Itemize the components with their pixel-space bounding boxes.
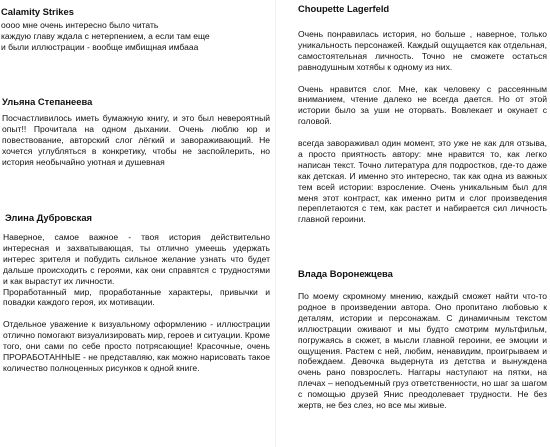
paragraph-gap bbox=[3, 308, 270, 319]
review-author: Ульяна Степанеева bbox=[2, 96, 93, 107]
review-card bbox=[276, 3, 550, 225]
review-text bbox=[0, 20, 274, 53]
review-card bbox=[0, 6, 274, 53]
review-paragraph: Очень понравилась история, но больше , наверное, только уникальность персонажей. Каждый ощущается как отдельная, самостоятельная личность. Точно не сможете остаться равнодушным хотябы к одному из них. bbox=[298, 29, 547, 72]
review-author: Элина Дубровская bbox=[5, 212, 93, 223]
review-author: Calamity Strikes bbox=[1, 6, 74, 17]
review-card bbox=[276, 268, 550, 411]
review-author: Choupette Lagerfeld bbox=[298, 3, 390, 14]
review-line: оооо мне очень интересно было читать bbox=[1, 20, 159, 30]
review-paragraph: Очень нравится слог. Мне, как человеку с рассеянным вниманием, чтение далеко не всегда дается. Но от этой истории было за уши не оторвать. Вовлекает и окунает с головой. bbox=[298, 83, 547, 127]
review-text bbox=[3, 232, 270, 374]
review-line: каждую главу ждала с нетерпением, а если там еще bbox=[1, 30, 210, 41]
review-text bbox=[298, 29, 547, 225]
paragraph-gap bbox=[298, 127, 547, 138]
review-author: Влада Воронежцева bbox=[298, 268, 393, 279]
review-paragraph: всегда завораживал один момент, это уже не как для отзыва, а просто приятность автору: мне нравится то, как легко написан текст. Точно литература для подростков, где-то даже как детская. И именно это интересно, так как одна из важных тем всей истории: взросление. Очень уникальным был для меня этот контраст, как именно ритм и слог произведения переплетаются с тем, как растет и набирается сил личность главной героини. bbox=[298, 138, 547, 225]
review-text: По моему скромному мнению, каждый сможет найти что-то родное в произведении автора. Оно пропитано любовью к деталям, истории и персонажам. С динамичным текстом иллюстрации оживают и мы будто смотрим мультфильм, погружаясь в сюжет, в мысли главной героини, ее эмоции и ощущения. Растем с ней, любим, ненавидим, проигрываем и побеждаем. Девочка выдернута из детства и вынуждена очень рано повзрослеть. Наггары наступают на пятки, на плечах – неподъемный груз ответственности, но шаг за шагом с помощью друзей Янис преодолевает трудности. Не без жертв, не без слез, но все мы живые. bbox=[298, 291, 547, 411]
review-paragraph: Проработанный мир, проработанные характеры, привычки и повадки каждого героя, их мотивации. bbox=[3, 286, 270, 308]
review-line: и были иллюстрации - вообще имбищная имбааа bbox=[1, 41, 199, 52]
review-paragraph: Отдельное уважение к визуальному оформлению - иллюстрации отлично помогают визуализировать мир, героев и ситуации. Кроме того, они сами по себе просто потрясающие! Красочные, очень ПРОРАБОТАННЫЕ - не представляю, как можно нарисовать такое количество полноценных рисунков к одной книге. bbox=[3, 319, 270, 373]
review-text: Посчастливилось иметь бумажную книгу, и это был невероятный опыт!! Прочитала на одном дыхании. Очень люблю юр и повествование, авторский слог лёгкий и завораживающий. Не хочется углубляться в конкретику, чтобы не заспойлерить, но история необычайно уютная и душевная bbox=[2, 113, 270, 167]
review-card bbox=[0, 212, 274, 374]
review-card bbox=[0, 96, 274, 168]
paragraph-gap bbox=[298, 73, 547, 84]
review-paragraph: Наверное, самое важное - твоя история действительно интересная и захватывающая, ты отлично умеешь удержать интерес зрителя и побудить сильное желание узнать что будет дальше происходить с героями, как они справятся с трудностями и как вырастут их личности. bbox=[3, 232, 270, 286]
